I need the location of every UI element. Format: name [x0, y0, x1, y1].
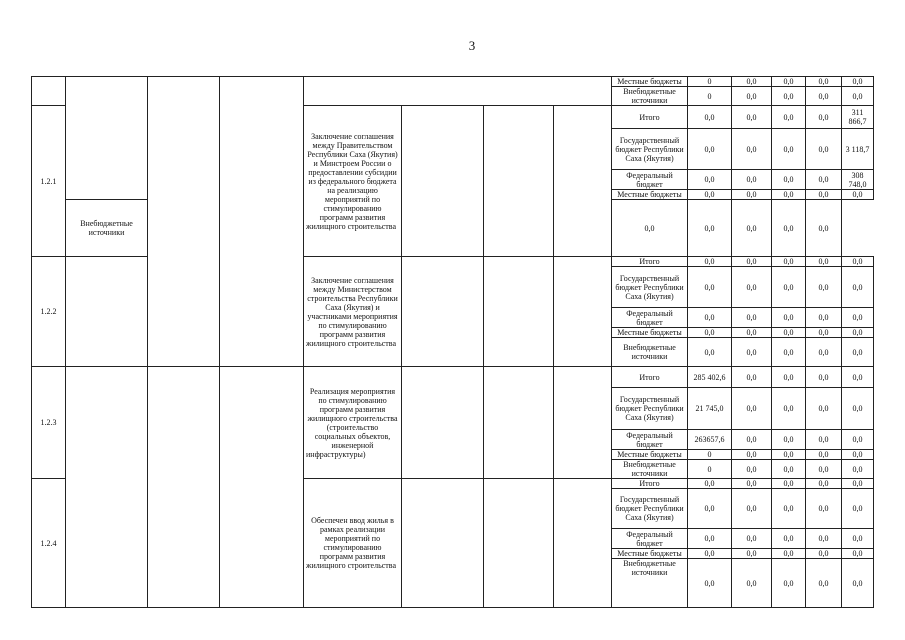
cell: [554, 479, 612, 608]
value-cell: 0,0: [806, 267, 842, 308]
value-cell: 308 748,0: [842, 170, 874, 190]
source-label: Итого: [612, 106, 688, 129]
value-cell: 0,0: [806, 170, 842, 190]
value-cell: 0,0: [732, 200, 772, 257]
value-cell: 0,0: [732, 529, 772, 549]
value-cell: 0,0: [806, 388, 842, 430]
value-cell: 0,0: [772, 77, 806, 87]
value-cell: 0,0: [688, 529, 732, 549]
cell: [148, 77, 220, 367]
value-cell: 0,0: [732, 190, 772, 200]
source-label: Местные бюджеты: [612, 190, 688, 200]
value-cell: 0,0: [842, 479, 874, 489]
value-cell: 0,0: [732, 479, 772, 489]
value-cell: 263657,6: [688, 430, 732, 450]
cell: [554, 257, 612, 367]
cell: [66, 77, 148, 200]
value-cell: 0: [688, 87, 732, 106]
row-number: 1.2.3: [32, 367, 66, 479]
value-cell: 0: [688, 460, 732, 479]
value-cell: 0,0: [732, 257, 772, 267]
value-cell: 0,0: [688, 479, 732, 489]
value-cell: 0,0: [732, 267, 772, 308]
value-cell: 0,0: [806, 200, 842, 257]
value-cell: 0,0: [772, 529, 806, 549]
cell: [220, 77, 304, 367]
source-label: Итого: [612, 479, 688, 489]
value-cell: 0,0: [772, 170, 806, 190]
cell: [484, 479, 554, 608]
value-cell: 0,0: [688, 170, 732, 190]
measure-description: Реализация мероприятия по стимулированию программ развития жилищного строительства (строительство социальных объектов, инженерной инфраструктуры): [304, 367, 402, 479]
source-label: Итого: [612, 367, 688, 388]
value-cell: 0,0: [772, 190, 806, 200]
value-cell: 0,0: [806, 129, 842, 170]
value-cell: 0,0: [688, 200, 732, 257]
source-label: Федеральный бюджет: [612, 308, 688, 328]
source-label: Государственный бюджет Республики Саха (Якутия): [612, 129, 688, 170]
row-number: 1.2.4: [32, 479, 66, 608]
measure-description: Заключение соглашения между Министерством строительства Республики Саха (Якутия) и участниками мероприятия по стимулированию программ развития жилищного строительства: [304, 257, 402, 367]
value-cell: 0,0: [772, 106, 806, 129]
value-cell: 0,0: [688, 308, 732, 328]
value-cell: 0,0: [842, 529, 874, 549]
value-cell: 0,0: [772, 460, 806, 479]
value-cell: 0,0: [842, 430, 874, 450]
cell: [402, 367, 484, 479]
value-cell: 0,0: [732, 170, 772, 190]
cell: [402, 106, 484, 257]
value-cell: 0,0: [842, 190, 874, 200]
value-cell: 0,0: [806, 308, 842, 328]
source-label: Местные бюджеты: [612, 328, 688, 338]
value-cell: 0,0: [732, 308, 772, 328]
value-cell: 0,0: [806, 430, 842, 450]
value-cell: 0,0: [772, 430, 806, 450]
cell: [484, 257, 554, 367]
value-cell: 0,0: [772, 559, 806, 608]
value-cell: 0,0: [772, 489, 806, 529]
value-cell: 0,0: [732, 87, 772, 106]
value-cell: 0,0: [772, 267, 806, 308]
value-cell: 0,0: [688, 559, 732, 608]
cell: [220, 367, 304, 608]
cell: [66, 257, 148, 367]
value-cell: 0,0: [772, 87, 806, 106]
value-cell: 0,0: [772, 367, 806, 388]
value-cell: 0,0: [842, 87, 874, 106]
value-cell: 0,0: [732, 367, 772, 388]
value-cell: 0,0: [732, 559, 772, 608]
measure-description: Обеспечен ввод жилья в рамках реализации мероприятий по стимулированию программ развития жилищного строительства: [304, 479, 402, 608]
budget-table: [31, 76, 874, 608]
value-cell: 0,0: [806, 450, 842, 460]
value-cell: 0,0: [688, 489, 732, 529]
value-cell: 0: [688, 77, 732, 87]
value-cell: 0,0: [806, 559, 842, 608]
table-row: [32, 367, 874, 388]
source-label: Федеральный бюджет: [612, 529, 688, 549]
value-cell: 0,0: [842, 388, 874, 430]
value-cell: 0,0: [806, 549, 842, 559]
value-cell: 0,0: [772, 479, 806, 489]
value-cell: 0,0: [806, 489, 842, 529]
value-cell: 0,0: [842, 450, 874, 460]
source-label: Внебюджетные источники: [612, 338, 688, 367]
cell: [304, 77, 612, 106]
value-cell: 0,0: [842, 308, 874, 328]
value-cell: 0,0: [732, 460, 772, 479]
value-cell: 0,0: [732, 106, 772, 129]
source-label: Местные бюджеты: [612, 549, 688, 559]
value-cell: 0,0: [732, 328, 772, 338]
value-cell: 0,0: [806, 479, 842, 489]
value-cell: 0,0: [806, 77, 842, 87]
value-cell: 0,0: [806, 190, 842, 200]
value-cell: 0,0: [688, 328, 732, 338]
value-cell: 3 118,7: [842, 129, 874, 170]
value-cell: 0,0: [772, 328, 806, 338]
cell: [554, 106, 612, 257]
value-cell: 0,0: [688, 106, 732, 129]
value-cell: 0,0: [688, 257, 732, 267]
value-cell: 0,0: [842, 367, 874, 388]
value-cell: 0,0: [732, 489, 772, 529]
value-cell: 0,0: [806, 460, 842, 479]
cell: [484, 367, 554, 479]
source-label: Государственный бюджет Республики Саха (Якутия): [612, 388, 688, 430]
row-number: 1.2.1: [32, 106, 66, 257]
source-label: Государственный бюджет Республики Саха (Якутия): [612, 489, 688, 529]
value-cell: 0,0: [842, 460, 874, 479]
source-label: Внебюджетные источники: [66, 200, 148, 257]
source-label: Местные бюджеты: [612, 77, 688, 87]
source-label: Внебюджетные источники: [612, 460, 688, 479]
page-number: 3: [468, 38, 476, 53]
cell: [32, 77, 66, 106]
value-cell: 0,0: [842, 267, 874, 308]
value-cell: 0,0: [688, 549, 732, 559]
source-label: Внебюджетные источники: [612, 87, 688, 106]
value-cell: 0,0: [612, 200, 688, 257]
source-label: Федеральный бюджет: [612, 170, 688, 190]
value-cell: 311 866,7: [842, 106, 874, 129]
value-cell: 0,0: [732, 430, 772, 450]
value-cell: 0,0: [772, 338, 806, 367]
cell: [554, 367, 612, 479]
value-cell: 0,0: [772, 308, 806, 328]
source-label: Внебюджетные источники: [612, 559, 688, 608]
value-cell: 21 745,0: [688, 388, 732, 430]
value-cell: 0,0: [806, 106, 842, 129]
value-cell: 0,0: [806, 529, 842, 549]
table-row: [32, 77, 874, 87]
measure-description: Заключение соглашения между Правительством Республики Саха (Якутия) и Минстроем России о предоставлении субсидии из федерального бюджета на реализацию мероприятий по стимулированию программ развития жилищного строительства: [304, 106, 402, 257]
value-cell: 0,0: [842, 257, 874, 267]
value-cell: 0,0: [732, 450, 772, 460]
value-cell: 0,0: [732, 129, 772, 170]
value-cell: 0,0: [806, 257, 842, 267]
value-cell: 0,0: [732, 388, 772, 430]
value-cell: 0,0: [806, 338, 842, 367]
cell: [402, 257, 484, 367]
value-cell: 0,0: [806, 328, 842, 338]
value-cell: 0,0: [842, 559, 874, 608]
source-label: Итого: [612, 257, 688, 267]
value-cell: 0,0: [772, 549, 806, 559]
value-cell: 0,0: [772, 200, 806, 257]
value-cell: 0: [688, 450, 732, 460]
source-label: Местные бюджеты: [612, 450, 688, 460]
source-label: Государственный бюджет Республики Саха (Якутия): [612, 267, 688, 308]
value-cell: 0,0: [772, 129, 806, 170]
value-cell: 0,0: [842, 549, 874, 559]
cell: [148, 367, 220, 608]
value-cell: 0,0: [772, 450, 806, 460]
value-cell: 0,0: [732, 77, 772, 87]
value-cell: 0,0: [842, 489, 874, 529]
value-cell: 0,0: [688, 190, 732, 200]
value-cell: 0,0: [772, 388, 806, 430]
value-cell: 0,0: [842, 77, 874, 87]
value-cell: 0,0: [772, 257, 806, 267]
row-number: 1.2.2: [32, 257, 66, 367]
value-cell: 0,0: [842, 338, 874, 367]
value-cell: 0,0: [688, 267, 732, 308]
value-cell: 0,0: [732, 549, 772, 559]
cell: [402, 479, 484, 608]
value-cell: 285 402,6: [688, 367, 732, 388]
source-label: Федеральный бюджет: [612, 430, 688, 450]
value-cell: 0,0: [806, 87, 842, 106]
cell: [66, 367, 148, 608]
value-cell: 0,0: [688, 129, 732, 170]
value-cell: 0,0: [842, 328, 874, 338]
cell: [484, 106, 554, 257]
value-cell: 0,0: [806, 367, 842, 388]
value-cell: 0,0: [732, 338, 772, 367]
value-cell: 0,0: [688, 338, 732, 367]
